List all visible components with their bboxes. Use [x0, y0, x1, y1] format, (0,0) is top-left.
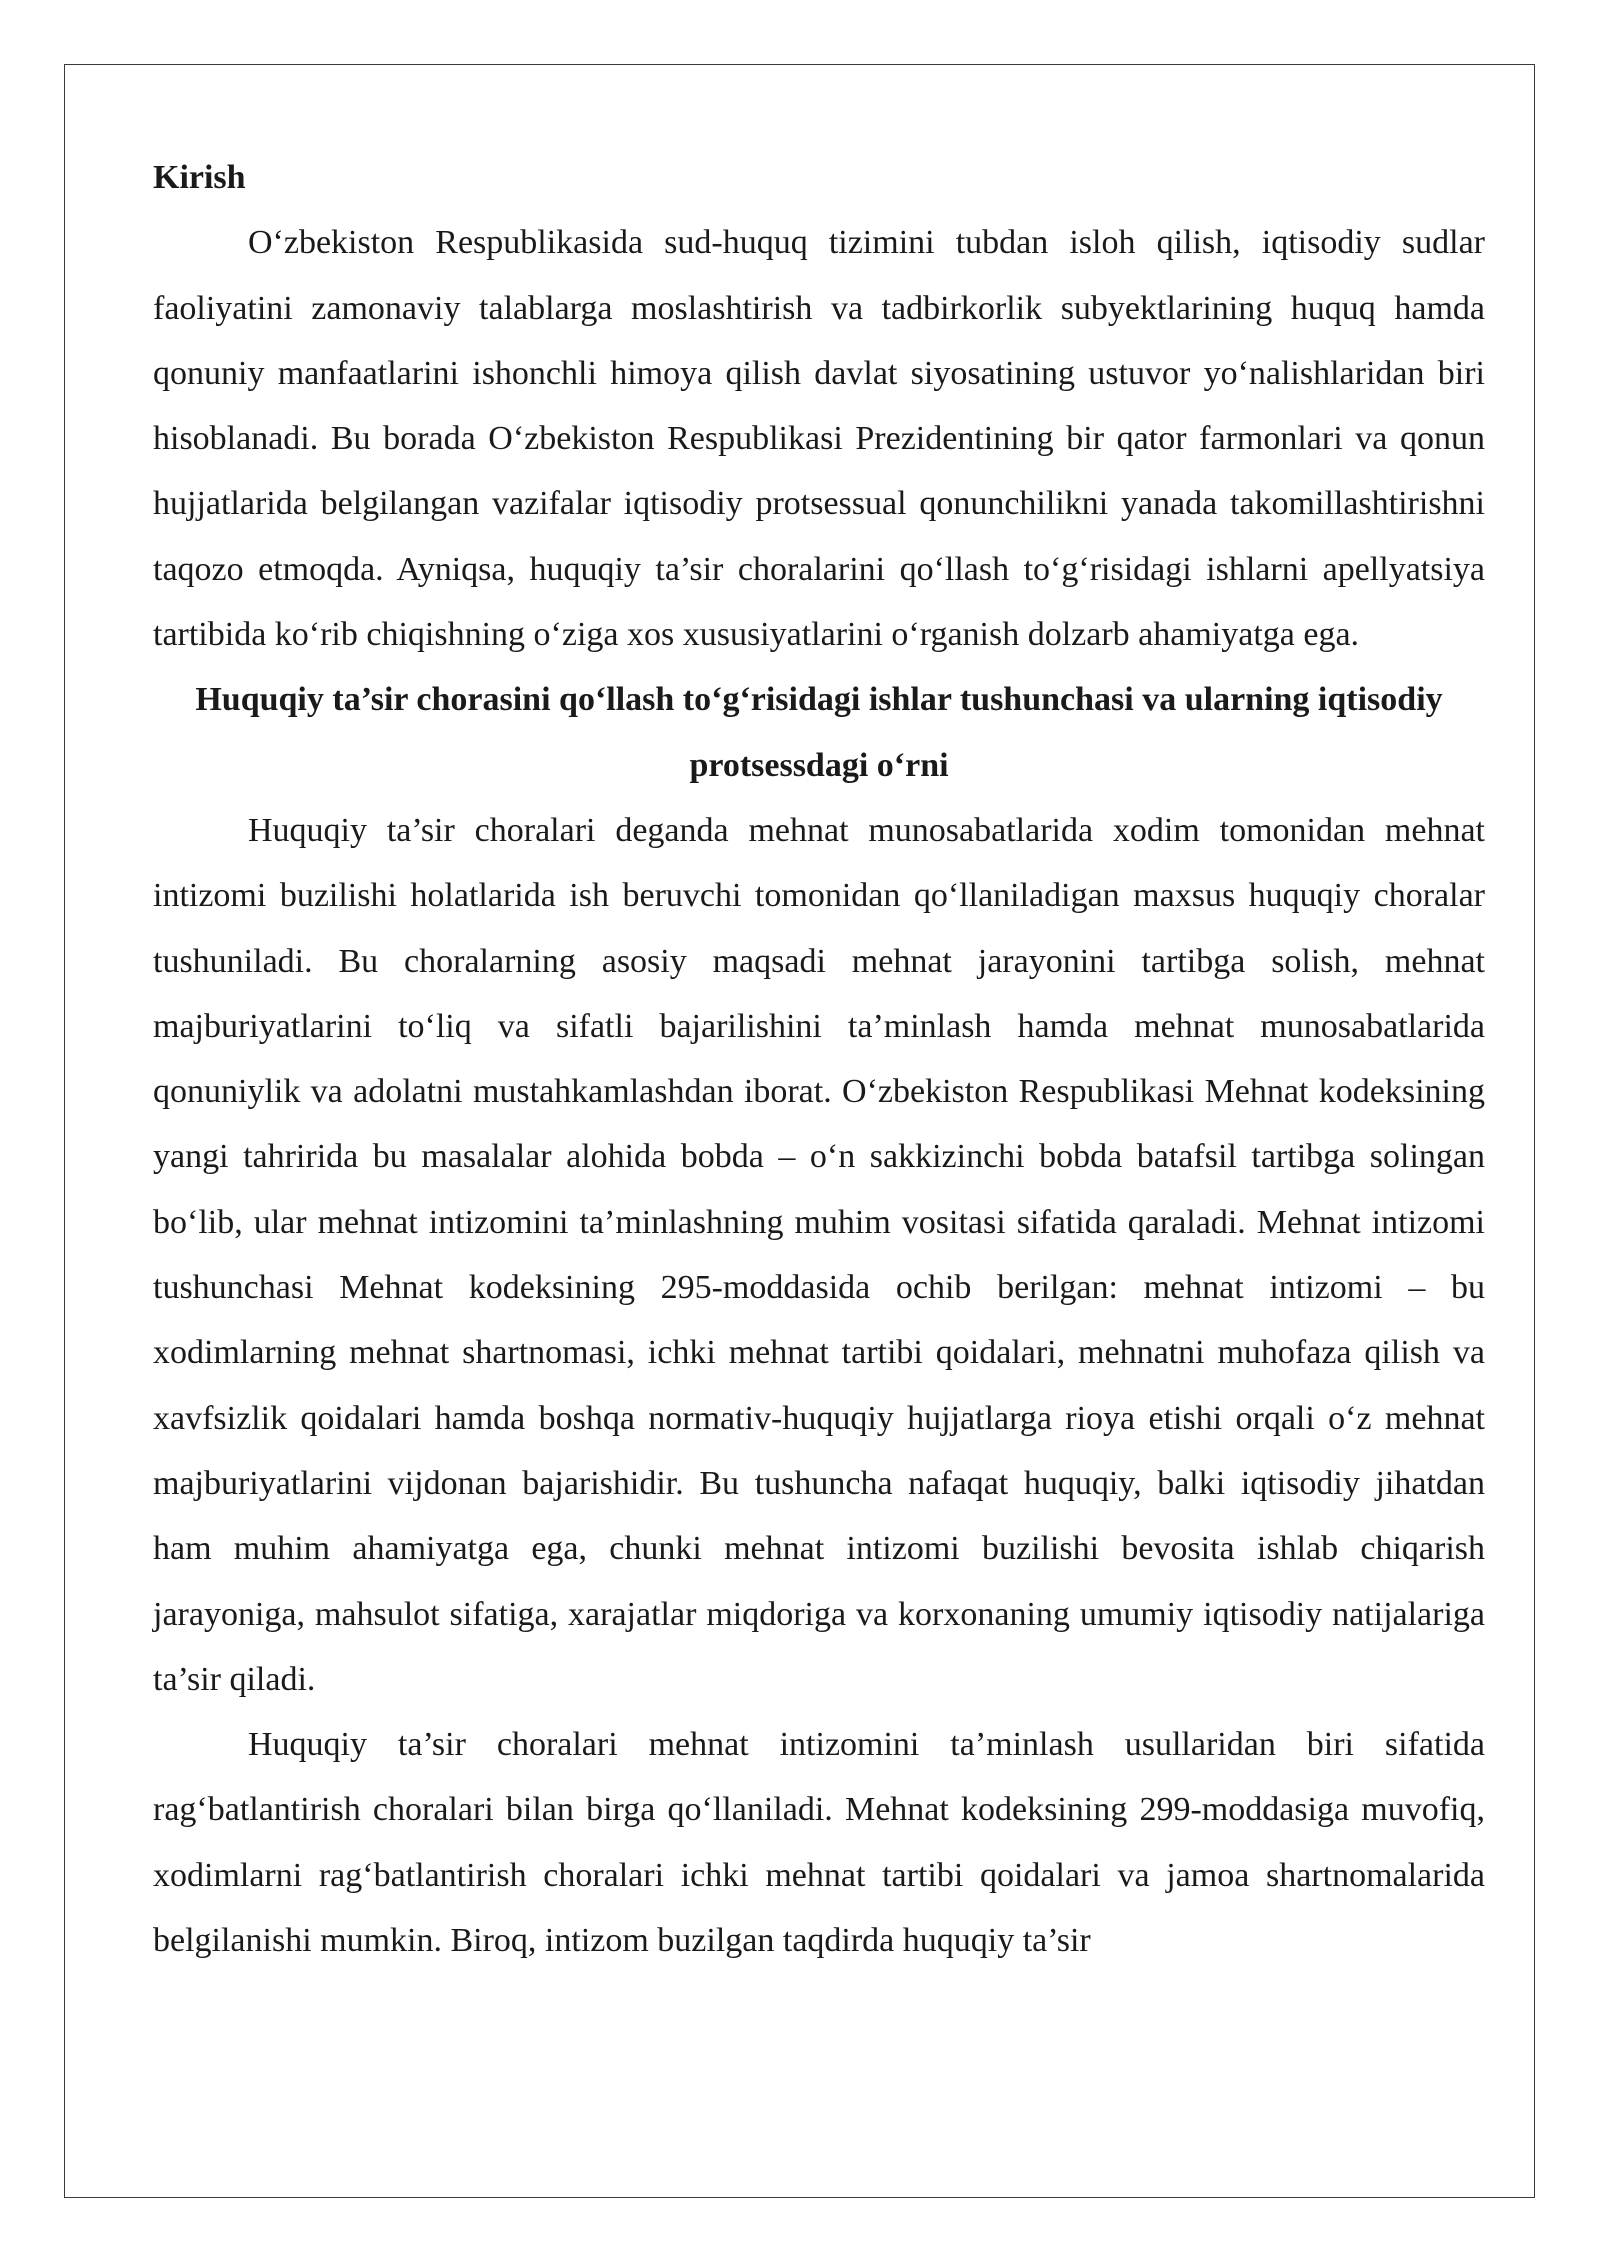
- document-body: [153, 145, 1485, 1973]
- section-paragraph-2: Huquqiy ta’sir choralari mehnat intizomini ta’minlash usullaridan biri sifatida rag‘batlantirish choralari bilan birga qo‘llaniladi. Mehnat kodeksining 299-moddasiga muvofiq, xodimlarni rag‘batlantirish choralari ichki mehnat tartibi qoidalari va jamoa shartnomalarida belgilanishi mumkin. Biroq, intizom buzilgan taqdirda huquqiy ta’sir: [153, 1726, 1485, 1960]
- intro-paragraph: O‘zbekiston Respublikasida sud-huquq tizimini tubdan isloh qilish, iqtisodiy sudlar faoliyatini zamonaviy talablarga moslashtirish va tadbirkorlik subyektlarining huquq hamda qonuniy manfaatlarini ishonchli himoya qilish davlat siyosatining ustuvor yo‘nalishlaridan biri hisoblanadi. Bu borada O‘zbekiston Respublikasi Prezidentining bir qator farmonlari va qonun hujjatlarida belgilangan vazifalar iqtisodiy protsessual qonunchilikni yanada takomillashtirishni taqozo etmoqda. Ayniqsa, huquqiy ta’sir choralarini qo‘llash to‘g‘risidagi ishlarni apellyatsiya tartibida ko‘rib chiqishning o‘ziga xos xususiyatlarini o‘rganish dolzarb ahamiyatga ega.: [153, 224, 1485, 654]
- section-paragraph-1: Huquqiy ta’sir choralari deganda mehnat munosabatlarida xodim tomonidan mehnat intizomi buzilishi holatlarida ish beruvchi tomonidan qo‘llaniladigan maxsus huquqiy choralar tushuniladi. Bu choralarning asosiy maqsadi mehnat jarayonini tartibga solish, mehnat majburiyatlarini to‘liq va sifatli bajarilishini ta’minlash hamda mehnat munosabatlarida qonuniylik va adolatni mustahkamlashdan iborat. O‘zbekiston Respublikasi Mehnat kodeksining yangi tahririda bu masalalar alohida bobda – o‘n sakkizinchi bobda batafsil tartibga solingan bo‘lib, ular mehnat intizomini ta’minlashning muhim vositasi sifatida qaraladi. Mehnat intizomi tushunchasi Mehnat kodeksining 295-moddasida ochib berilgan: mehnat intizomi – bu xodimlarning mehnat shartnomasi, ichki mehnat tartibi qoidalari, mehnatni muhofaza qilish va xavfsizlik qoidalari hamda boshqa normativ-huquqiy hujjatlarga rioya etishi orqali o‘z mehnat majburiyatlarini vijdonan bajarishidir. Bu tushuncha nafaqat huquqiy, balki iqtisodiy jihatdan ham muhim ahamiyatga ega, chunki mehnat intizomi buzilishi bevosita ishlab chiqarish jarayoniga, mahsulot sifatiga, xarajatlar miqdoriga va korxonaning umumiy iqtisodiy natijalariga ta’sir qiladi.: [153, 811, 1485, 1698]
- intro-heading: Kirish: [153, 159, 246, 196]
- section-heading: Huquqiy ta’sir chorasini qo‘llash to‘g‘risidagi ishlar tushunchasi va ularning iqtisodiy protsessdagi o‘rni: [195, 681, 1443, 784]
